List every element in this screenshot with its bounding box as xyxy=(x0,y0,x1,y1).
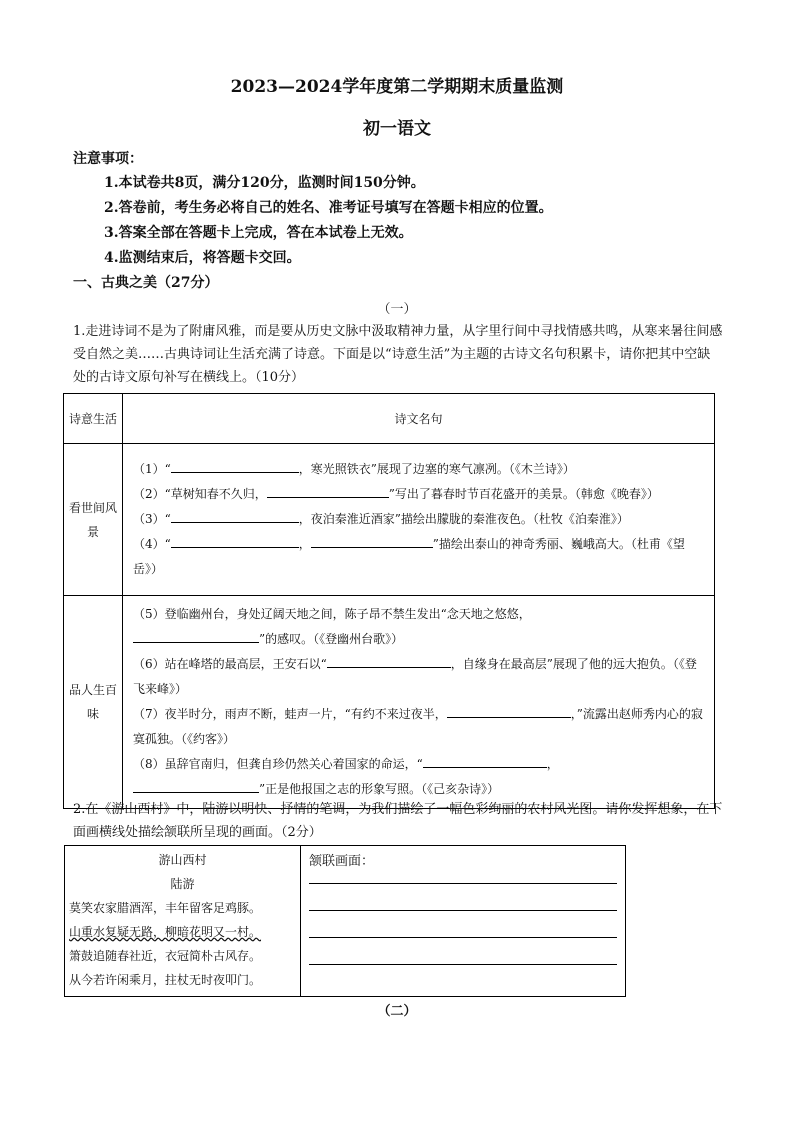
list-item: （1）“ ，寒光照铁衣”展现了边塞的寒气凛冽。（《木兰诗》） xyxy=(133,462,575,476)
list-item: （2）“草树知春不久归， ”写出了暮春时节百花盛开的美景。（韩愈《晚春》） xyxy=(133,487,659,501)
answer-label: 颔联画面： xyxy=(309,854,375,869)
poem-line: 从今若许闲乘月，拄杖无时夜叩门。 xyxy=(69,973,262,987)
section-heading: 一、古典之美（27分） xyxy=(73,275,219,291)
answer-line[interactable] xyxy=(309,869,617,884)
notice-item: 4.监测结束后，将答题卡交回。 xyxy=(104,250,301,266)
answer-cell xyxy=(301,846,626,997)
fill-blank[interactable] xyxy=(423,755,547,768)
poem-text-cell xyxy=(65,846,301,997)
question-2-intro: 2.在《游山西村》中，陆游以明快、抒情的笔调，为我们描绘了一幅色彩绚丽的农村风光图。请你发挥想象，在下面画横线处描绘颔联所呈现的画面。（2分） xyxy=(73,802,723,840)
list-item: （3）“ ，夜泊秦淮近酒家”描绘出朦胧的秦淮夜色。（杜牧《泊秦淮》） xyxy=(133,512,629,526)
row-category-scenery: 看世间风景 xyxy=(64,444,123,596)
poem-answer-table xyxy=(64,845,626,997)
poem-author: 陆游 xyxy=(170,877,195,891)
table-header-category: 诗意生活 xyxy=(64,394,123,444)
fill-blank[interactable] xyxy=(447,705,571,718)
part-one-mark: （一） xyxy=(377,302,417,317)
fill-blank[interactable] xyxy=(311,535,433,548)
poem-line: 箫鼓追随春社近，衣冠简朴古风存。 xyxy=(69,949,262,963)
fill-blank[interactable] xyxy=(133,630,259,643)
answer-line[interactable] xyxy=(309,884,617,911)
list-item: （7）夜半时分，雨声不断，蛙声一片，“有约不来过夜半， ，”流露出赵师秀内心的寂寞孤独。（《约客》） xyxy=(133,707,703,746)
life-items xyxy=(123,596,715,809)
notice-heading: 注意事项： xyxy=(73,151,143,167)
poem-line-couplet: 山重水复疑无路，柳暗花明又一村。 xyxy=(69,925,262,939)
fill-blank[interactable] xyxy=(133,780,259,793)
row-category-life: 品人生百味 xyxy=(64,596,123,809)
table-header-lines: 诗文名句 xyxy=(123,394,715,444)
scenery-items xyxy=(123,444,715,596)
fill-blank[interactable] xyxy=(171,535,299,548)
question-1-intro: 1.走进诗词不是为了附庸风雅，而是要从历史文脉中汲取精神力量，从字里行间中寻找情感共鸣，从寒来暑往间感受自然之美……古典诗词让生活充满了诗意。下面是以“诗意生活”为主题的古诗文名句积累卡，请你把其中空缺处的古诗文原句补写在横线上。（10分） xyxy=(73,324,723,385)
notice-item: 3.答案全部在答题卡上完成，答在本试卷上无效。 xyxy=(104,225,413,241)
list-item: （4）“ ， ”描绘出泰山的神奇秀丽、巍峨高大。（杜甫《望岳》） xyxy=(133,537,685,576)
poem-line: 莫笑农家腊酒浑，丰年留客足鸡豚。 xyxy=(69,901,262,915)
notice-item: 1.本试卷共8页，满分120分，监测时间150分钟。 xyxy=(104,175,425,191)
exam-subject: 初一语文 xyxy=(363,119,431,139)
fill-blank[interactable] xyxy=(267,485,389,498)
poem-card-table xyxy=(63,393,715,809)
answer-line[interactable] xyxy=(309,938,617,965)
notice-item: 2.答卷前，考生务必将自己的姓名、准考证号填写在答题卡相应的位置。 xyxy=(104,200,553,216)
exam-title: 2023—2024学年度第二学期期末质量监测 xyxy=(230,77,564,97)
list-item: （5）登临幽州台，身处辽阔天地之间，陈子昂不禁生发出“念天地之悠悠， ”的感叹。（《登幽州台歌》） xyxy=(133,607,531,646)
fill-blank[interactable] xyxy=(171,510,299,523)
fill-blank[interactable] xyxy=(171,460,299,473)
poem-title: 游山西村 xyxy=(158,853,207,867)
list-item: （6）站在峰塔的最高层，王安石以“ ，自缘身在最高层”展现了他的远大抱负。（《登飞来峰》） xyxy=(133,657,697,696)
fill-blank[interactable] xyxy=(327,655,451,668)
part-two-mark: （二） xyxy=(377,1004,417,1019)
answer-line[interactable] xyxy=(309,911,617,938)
list-item: （8）虽辞官南归，但龚自珍仍然关心着国家的命运，“ ， ”正是他报国之志的形象写照。（《己亥杂诗》） xyxy=(133,757,559,796)
